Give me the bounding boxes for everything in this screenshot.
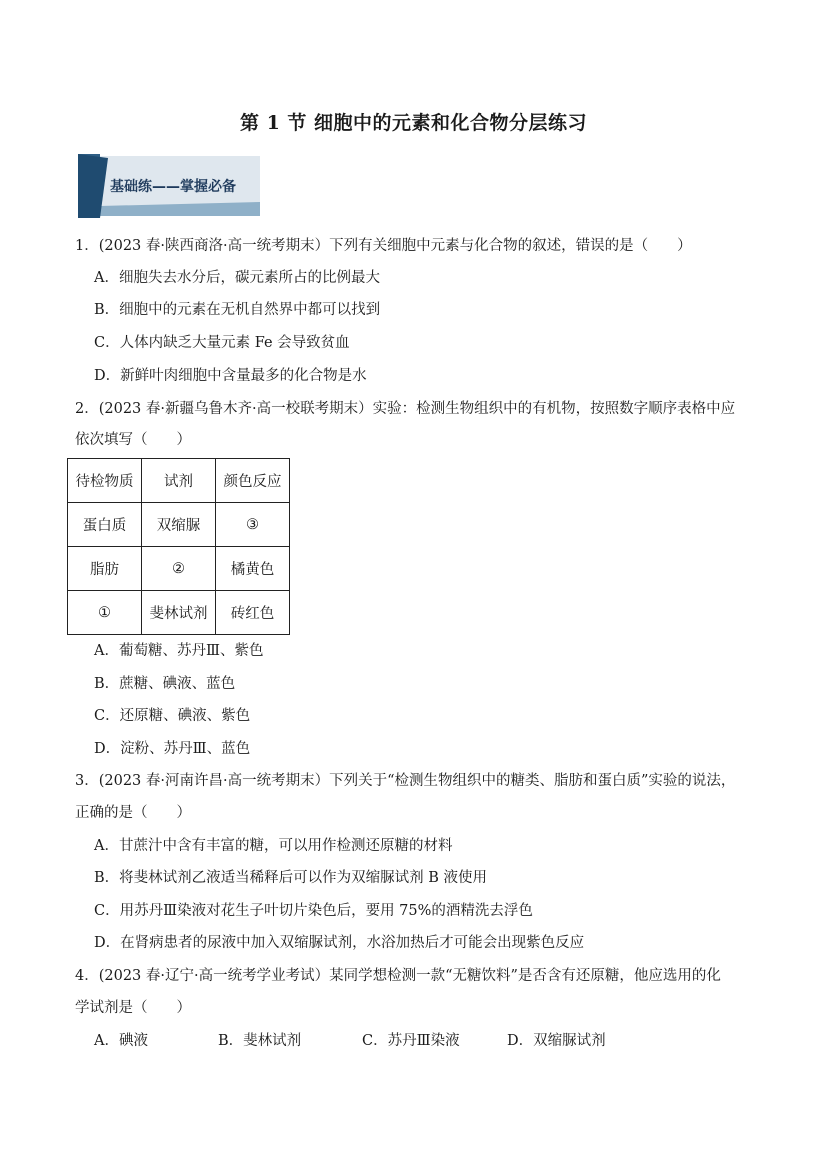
question-1-stem: 1．(2023 春·陕西商洛·高一统考期末）下列有关细胞中元素与化合物的叙述，错误的是（ ） bbox=[75, 238, 692, 254]
question-2-option-b: B．蔗糖、碘液、蓝色 bbox=[94, 676, 236, 692]
question-3-option-a: A．甘蔗汁中含有丰富的糖，可以用作检测还原糖的材料 bbox=[94, 838, 453, 854]
question-2-option-d: D．淀粉、苏丹Ⅲ、蓝色 bbox=[94, 741, 251, 757]
question-3-stem-line2: 正确的是（ ） bbox=[75, 805, 191, 821]
question-4-stem-line1: 4．(2023 春·辽宁·高一统考学业考试）某同学想检测一款“无糖饮料”是否含有还原糖，他应选用的化 bbox=[75, 968, 721, 984]
question-4-option-b: B．斐林试剂 bbox=[218, 1033, 302, 1049]
question-2-stem-line1: 2．(2023 春·新疆乌鲁木齐·高一校联考期末）实验：检测生物组织中的有机物，按照数字顺序表格中应 bbox=[75, 401, 736, 417]
question-2-option-a: A．葡萄糖、苏丹Ⅲ、紫色 bbox=[94, 643, 264, 659]
question-1-option-d: D．新鲜叶肉细胞中含量最多的化合物是水 bbox=[94, 368, 367, 384]
table-cell: 砖红色 bbox=[216, 591, 290, 635]
table-header-cell: 颜色反应 bbox=[216, 459, 290, 503]
question-3-option-b: B．将斐林试剂乙液适当稀释后可以作为双缩脲试剂 B 液使用 bbox=[94, 870, 488, 886]
table-cell: ③ bbox=[216, 503, 290, 547]
question-3-option-c: C．用苏丹Ⅲ染液对花生子叶切片染色后，要用 75%的酒精洗去浮色 bbox=[94, 903, 533, 919]
reagent-table bbox=[67, 458, 290, 635]
question-1-option-a: A．细胞失去水分后，碳元素所占的比例最大 bbox=[94, 270, 380, 286]
table-cell: ① bbox=[68, 591, 142, 635]
question-4-option-d: D．双缩脲试剂 bbox=[507, 1033, 606, 1049]
table-cell: 斐林试剂 bbox=[142, 591, 216, 635]
table-row bbox=[68, 547, 290, 591]
table-header-cell: 待检物质 bbox=[68, 459, 142, 503]
question-4-stem-line2: 学试剂是（ ） bbox=[75, 1000, 191, 1016]
table-cell: ② bbox=[142, 547, 216, 591]
page-title: 第 1 节 细胞中的元素和化合物分层练习 bbox=[239, 112, 588, 134]
question-3-stem-line1: 3．(2023 春·河南许昌·高一统考期末）下列关于“检测生物组织中的糖类、脂肪和蛋白质”实验的说法， bbox=[75, 773, 736, 789]
table-row bbox=[68, 591, 290, 635]
table-row bbox=[68, 459, 290, 503]
table-cell: 橘黄色 bbox=[216, 547, 290, 591]
table-cell: 双缩脲 bbox=[142, 503, 216, 547]
question-1-option-b: B．细胞中的元素在无机自然界中都可以找到 bbox=[94, 302, 381, 318]
question-3-option-d: D．在肾病患者的尿液中加入双缩脲试剂，水浴加热后才可能会出现紫色反应 bbox=[94, 935, 585, 951]
question-1-option-c: C．人体内缺乏大量元素 Fe 会导致贫血 bbox=[94, 335, 350, 351]
question-2-stem-line2: 依次填写（ ） bbox=[75, 432, 191, 448]
banner-label: 基础练——掌握必备 bbox=[110, 179, 236, 195]
question-4-option-a: A．碘液 bbox=[94, 1033, 148, 1049]
table-cell: 脂肪 bbox=[68, 547, 142, 591]
table-row bbox=[68, 503, 290, 547]
table-cell: 蛋白质 bbox=[68, 503, 142, 547]
question-4-option-c: C．苏丹Ⅲ染液 bbox=[362, 1033, 460, 1049]
table-header-cell: 试剂 bbox=[142, 459, 216, 503]
section-banner bbox=[78, 154, 260, 218]
question-2-option-c: C．还原糖、碘液、紫色 bbox=[94, 708, 251, 724]
